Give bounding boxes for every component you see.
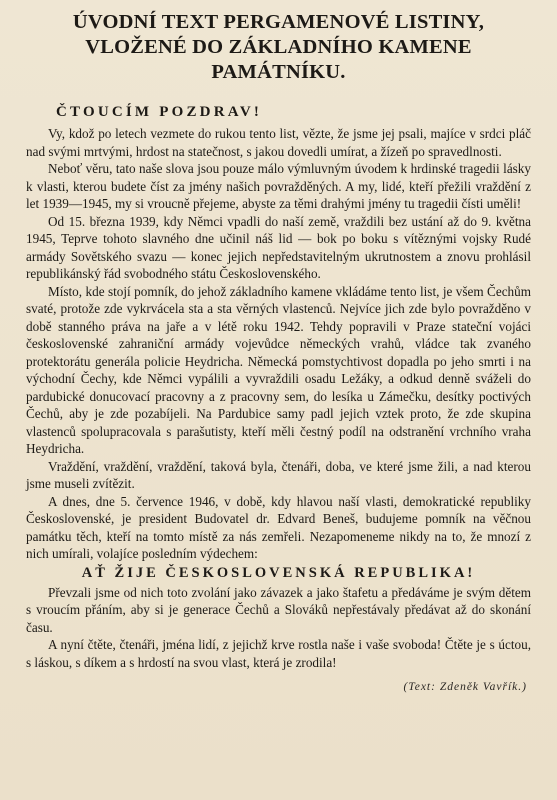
greeting-heading: ČTOUCÍM POZDRAV! <box>56 104 263 120</box>
paragraph-3: Od 15. března 1939, kdy Němci vpadli do naší země, vraždili bez ustání až do 9. května 1945, Teprve tohoto slavného dne učinil náš lid — bok po boku s vítěznými vojsky Rudé armády Sovětského svazu — konec jejich nepředstavitelným ukrutnostem a znovu prohlásil republikánský řád svobodného státu Československého. <box>26 213 531 281</box>
paragraph-1: Vy, kdož po letech vezmete do rukou tento list, vězte, že jsme jej psali, majíce v srdci pláč nad svými mrtvými, hrdost na statečnost, s jakou dovedli umírat, a žízeň po spravedlnosti. <box>26 126 531 159</box>
author-credit: (Text: Zdeněk Vavřík.) <box>403 681 527 693</box>
paragraph-6: A dnes, dne 5. července 1946, v době, kdy hlavou naší vlasti, demokratické republiky Československé, je president Budovatel dr. Edvard Beneš, budujeme pomník na věčnou památku těch, kteří na tomto místě za nás zemřeli. Nezapomeneme nikdy na to, že mnozí z nich umírali, volajíce posledním výdechem: <box>26 493 531 561</box>
document-title <box>26 10 531 85</box>
paragraph-5: Vraždění, vraždění, vraždění, taková byla, čtenáři, doba, ve které jsme žili, a nad kterou jsme museli zvítězit. <box>26 458 531 491</box>
closing-paragraph-1: Převzali jsme od nich toto zvolání jako závazek a jako štafetu a předáváme je svým dětem s vroucím přáním, aby si je generace Čechů a Slováků nepřestávaly předávat až do skonání času. <box>26 584 531 635</box>
title-line-2: VLOŽENÉ DO ZÁKLADNÍHO KAMENE PAMÁTNÍKU. <box>85 36 472 83</box>
paragraph-2: Neboť věru, tato naše slova jsou pouze málo výmluvným úvodem k hrdinské tragedii lásky k vlasti, kterou budete číst za jmény našich povražděných. A my, lidé, kteří přežili vraždění z let 1939—1945, my si vroucně přejeme, abyste za těmi drahými jmény tu tragedii čísti uměli! <box>26 161 531 211</box>
closing-paragraph-2: A nyní čtěte, čtenáři, jména lidí, z jejichž krve rostla naše i vaše svoboda! Čtěte je s úctou, s láskou, s díkem a s hrdostí na svou vlast, která je zrodila! <box>26 637 531 670</box>
slogan-heading: AŤ ŽIJE ČESKOSLOVENSKÁ REPUBLIKA! <box>81 564 476 581</box>
paragraph-4: Místo, kde stojí pomník, do jehož základního kamene vkládáme tento list, je všem Čechům svaté, protože zde vykrvácela sta a sta věrných vlastenců. Nejvíce jich zde bylo povražděno v době stanného práva na jaře a v létě roku 1942. Tehdy popravili v Praze stateční vojáci československé zahraniční armády vojevůdce německých vrahů, vládce tak zvaného protektorátu generála policie Heydricha. Německá pomstychtivost dopadla po jeho smrti i na východní Čechy, kde Němci vypálili a vyvraždili osadu Ležáky, a odkud denně sváželi do pardubické donucovací pracovny a z pracovny sem, do lesíka u Zámečku, desítky poctivých Čechů, aby je zde pozabíjeli. Na Pardubice samy padl jejich vztek proto, že zde skupina vlastenců spolupracovala s parašutisty, kteří měli čestný podíl na odstranění vrchního vraha Heydricha. <box>26 283 531 456</box>
title-line-1: ÚVODNÍ TEXT PERGAMENOVÉ LISTINY, <box>72 11 485 33</box>
